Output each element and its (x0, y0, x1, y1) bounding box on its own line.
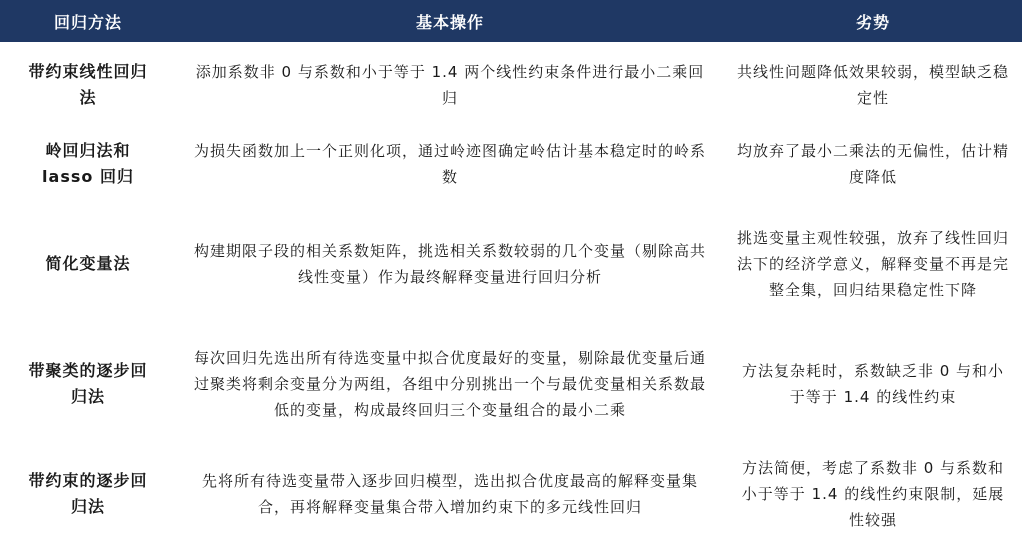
cons-cell (724, 128, 1022, 200)
table-row (0, 328, 1022, 440)
operation-cell (176, 200, 724, 328)
table-row (0, 200, 1022, 328)
operation-cell (176, 42, 724, 128)
operation-cell (176, 440, 724, 548)
table-row (0, 128, 1022, 200)
header-method: 回归方法 (0, 0, 176, 42)
cons-cell (724, 440, 1022, 548)
cons-text: 共线性问题降低效果较弱，模型缺乏稳定性 (737, 63, 1010, 107)
operation-text: 每次回归先选出所有待选变量中拟合优度最好的变量，剔除最优变量后通过聚类将剩余变量分为两组，各组中分别挑出一个与最优变量相关系数最低的变量，构成最终回归三个变量组合的最小二乘 (193, 349, 706, 419)
operation-text: 先将所有待选变量带入逐步回归模型，选出拟合优度最高的解释变量集合，再将解释变量集合带入增加约束下的多元线性回归 (201, 472, 698, 516)
table-row (0, 440, 1022, 548)
table-row (0, 42, 1022, 128)
cons-text: 方法简便，考虑了系数非 0 与系数和小于等于 1.4 的线性约束限制，延展性较强 (741, 459, 1005, 529)
header-cons: 劣势 (724, 0, 1022, 42)
operation-text: 为损失函数加上一个正则化项，通过岭迹图确定岭估计基本稳定时的岭系数 (193, 142, 706, 186)
table-header-row (0, 0, 1022, 42)
operation-text: 添加系数非 0 与系数和小于等于 1.4 两个线性约束条件进行最小二乘回归 (195, 63, 705, 107)
cons-text: 挑选变量主观性较强，放弃了线性回归法下的经济学意义，解释变量不再是完整全集，回归结果稳定性下降 (737, 229, 1010, 299)
cons-text: 方法复杂耗时，系数缺乏非 0 与和小于等于 1.4 的线性约束 (741, 362, 1005, 406)
method-cell: 带聚类的逐步回归法 (28, 361, 148, 406)
method-cell: 岭回归法和 lasso 回归 (42, 141, 134, 186)
method-cell: 简化变量法 (45, 254, 131, 273)
method-cell: 带约束线性回归法 (28, 62, 148, 107)
cons-cell (724, 200, 1022, 328)
operation-text: 构建期限子段的相关系数矩阵，挑选相关系数较弱的几个变量（剔除高共线性变量）作为最终解释变量进行回归分析 (193, 242, 706, 286)
cons-cell (724, 328, 1022, 440)
operation-cell (176, 328, 724, 440)
operation-cell (176, 128, 724, 200)
method-cell: 带约束的逐步回归法 (28, 471, 148, 516)
cons-text: 均放弃了最小二乘法的无偏性，估计精度降低 (737, 142, 1010, 186)
header-operation: 基本操作 (176, 0, 724, 42)
cons-cell (724, 42, 1022, 128)
